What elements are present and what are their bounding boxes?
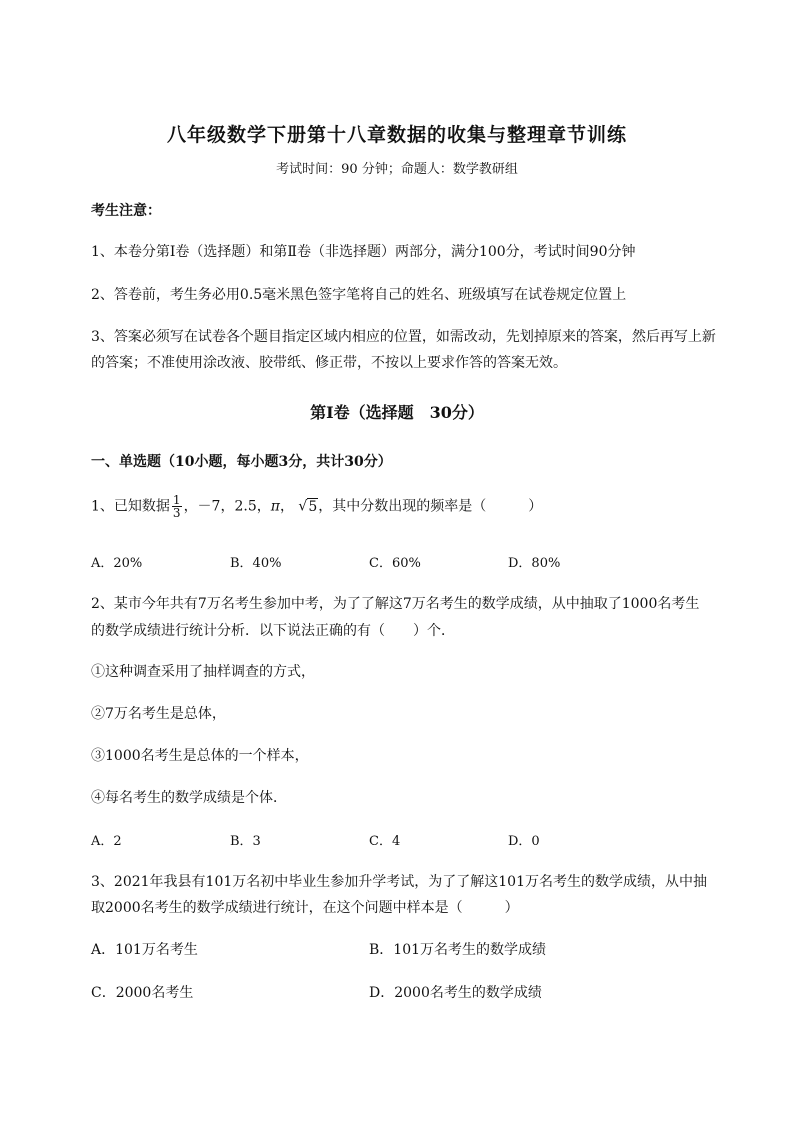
sqrt-sign: √ — [298, 498, 308, 515]
question-1-stem — [91, 494, 542, 519]
notice-item-1: 1、本卷分第Ⅰ卷（选择题）和第Ⅱ卷（非选择题）两部分，满分100分，考试时间90分钟 — [91, 244, 636, 260]
sqrt-expression — [298, 498, 318, 515]
q2-statement-1: ①这种调查采用了抽样调查的方式， — [91, 664, 315, 680]
sqrt-radicand: 5 — [308, 498, 318, 515]
q3-option-d: D．2000名考生的数学成绩 — [369, 985, 542, 1001]
question-3-stem-line1: 3、2021年我县有101万名初中毕业生参加升学考试，为了了解这101万名考生的数学成绩，从中抽 — [91, 874, 707, 890]
exam-info: 考试时间：90 分钟；命题人：数学教研组 — [276, 162, 518, 177]
q3-option-b: B．101万名考生的数学成绩 — [369, 942, 547, 958]
pi-symbol: π — [270, 498, 280, 515]
question-3-stem-line2: 取2000名考生的数学成绩进行统计，在这个问题中样本是（ ） — [91, 900, 519, 916]
notice-item-3-cont: 的答案；不准使用涂改液、胶带纸、修正带，不按以上要求作答的答案无效。 — [91, 355, 567, 371]
notice-item-3: 3、答案必须写在试卷各个题目指定区域内相应的位置，如需改动，先划掉原来的答案，然后再写上新 — [91, 329, 716, 345]
part-heading: 一、单选题（10小题，每小题3分，共计30分） — [91, 454, 392, 470]
q1-prefix: 1、已知数据 — [91, 498, 170, 515]
q1-suffix: ，其中分数出现的频率是（ ） — [318, 498, 543, 515]
q1-option-b: B．40% — [230, 556, 282, 571]
q2-statement-4: ④每名考生的数学成绩是个体． — [91, 790, 287, 806]
q1-option-a: A．20% — [91, 556, 143, 571]
q2-option-b: B．3 — [230, 834, 261, 849]
section-title: 第Ⅰ卷（选择题 30分） — [310, 403, 484, 422]
notice-item-2: 2、答卷前，考生务必用0.5毫米黑色签字笔将自己的姓名、班级填写在试卷规定位置上 — [91, 287, 627, 303]
q3-option-a: A．101万名考生 — [91, 942, 198, 958]
q2-option-a: A．2 — [91, 834, 122, 849]
q2-statement-2: ②7万名考生是总体， — [91, 706, 226, 722]
question-2-stem-line2: 的数学成绩进行统计分析．以下说法正确的有（ ）个． — [91, 623, 455, 639]
q1-option-d: D．80% — [508, 556, 561, 571]
question-2-stem-line1: 2、某市今年共有7万名考生参加中考，为了了解这7万名考生的数学成绩，从中抽取了1000名考生 — [91, 596, 700, 612]
notice-heading: 考生注意： — [91, 203, 161, 219]
q2-option-c: C．4 — [369, 834, 401, 849]
fraction-one-third — [172, 494, 182, 519]
q1-comma: ， — [279, 498, 294, 515]
q2-option-d: D．0 — [508, 834, 540, 849]
q3-option-c: C．2000名考生 — [91, 985, 194, 1001]
fraction-denominator: 3 — [172, 506, 181, 520]
q2-statement-3: ③1000名考生是总体的一个样本， — [91, 748, 309, 764]
fraction-numerator: 1 — [172, 493, 181, 507]
q1-middle: ，－7，2.5， — [183, 498, 271, 515]
page-title: 八年级数学下册第十八章数据的收集与整理章节训练 — [166, 124, 627, 146]
q1-option-c: C．60% — [369, 556, 421, 571]
